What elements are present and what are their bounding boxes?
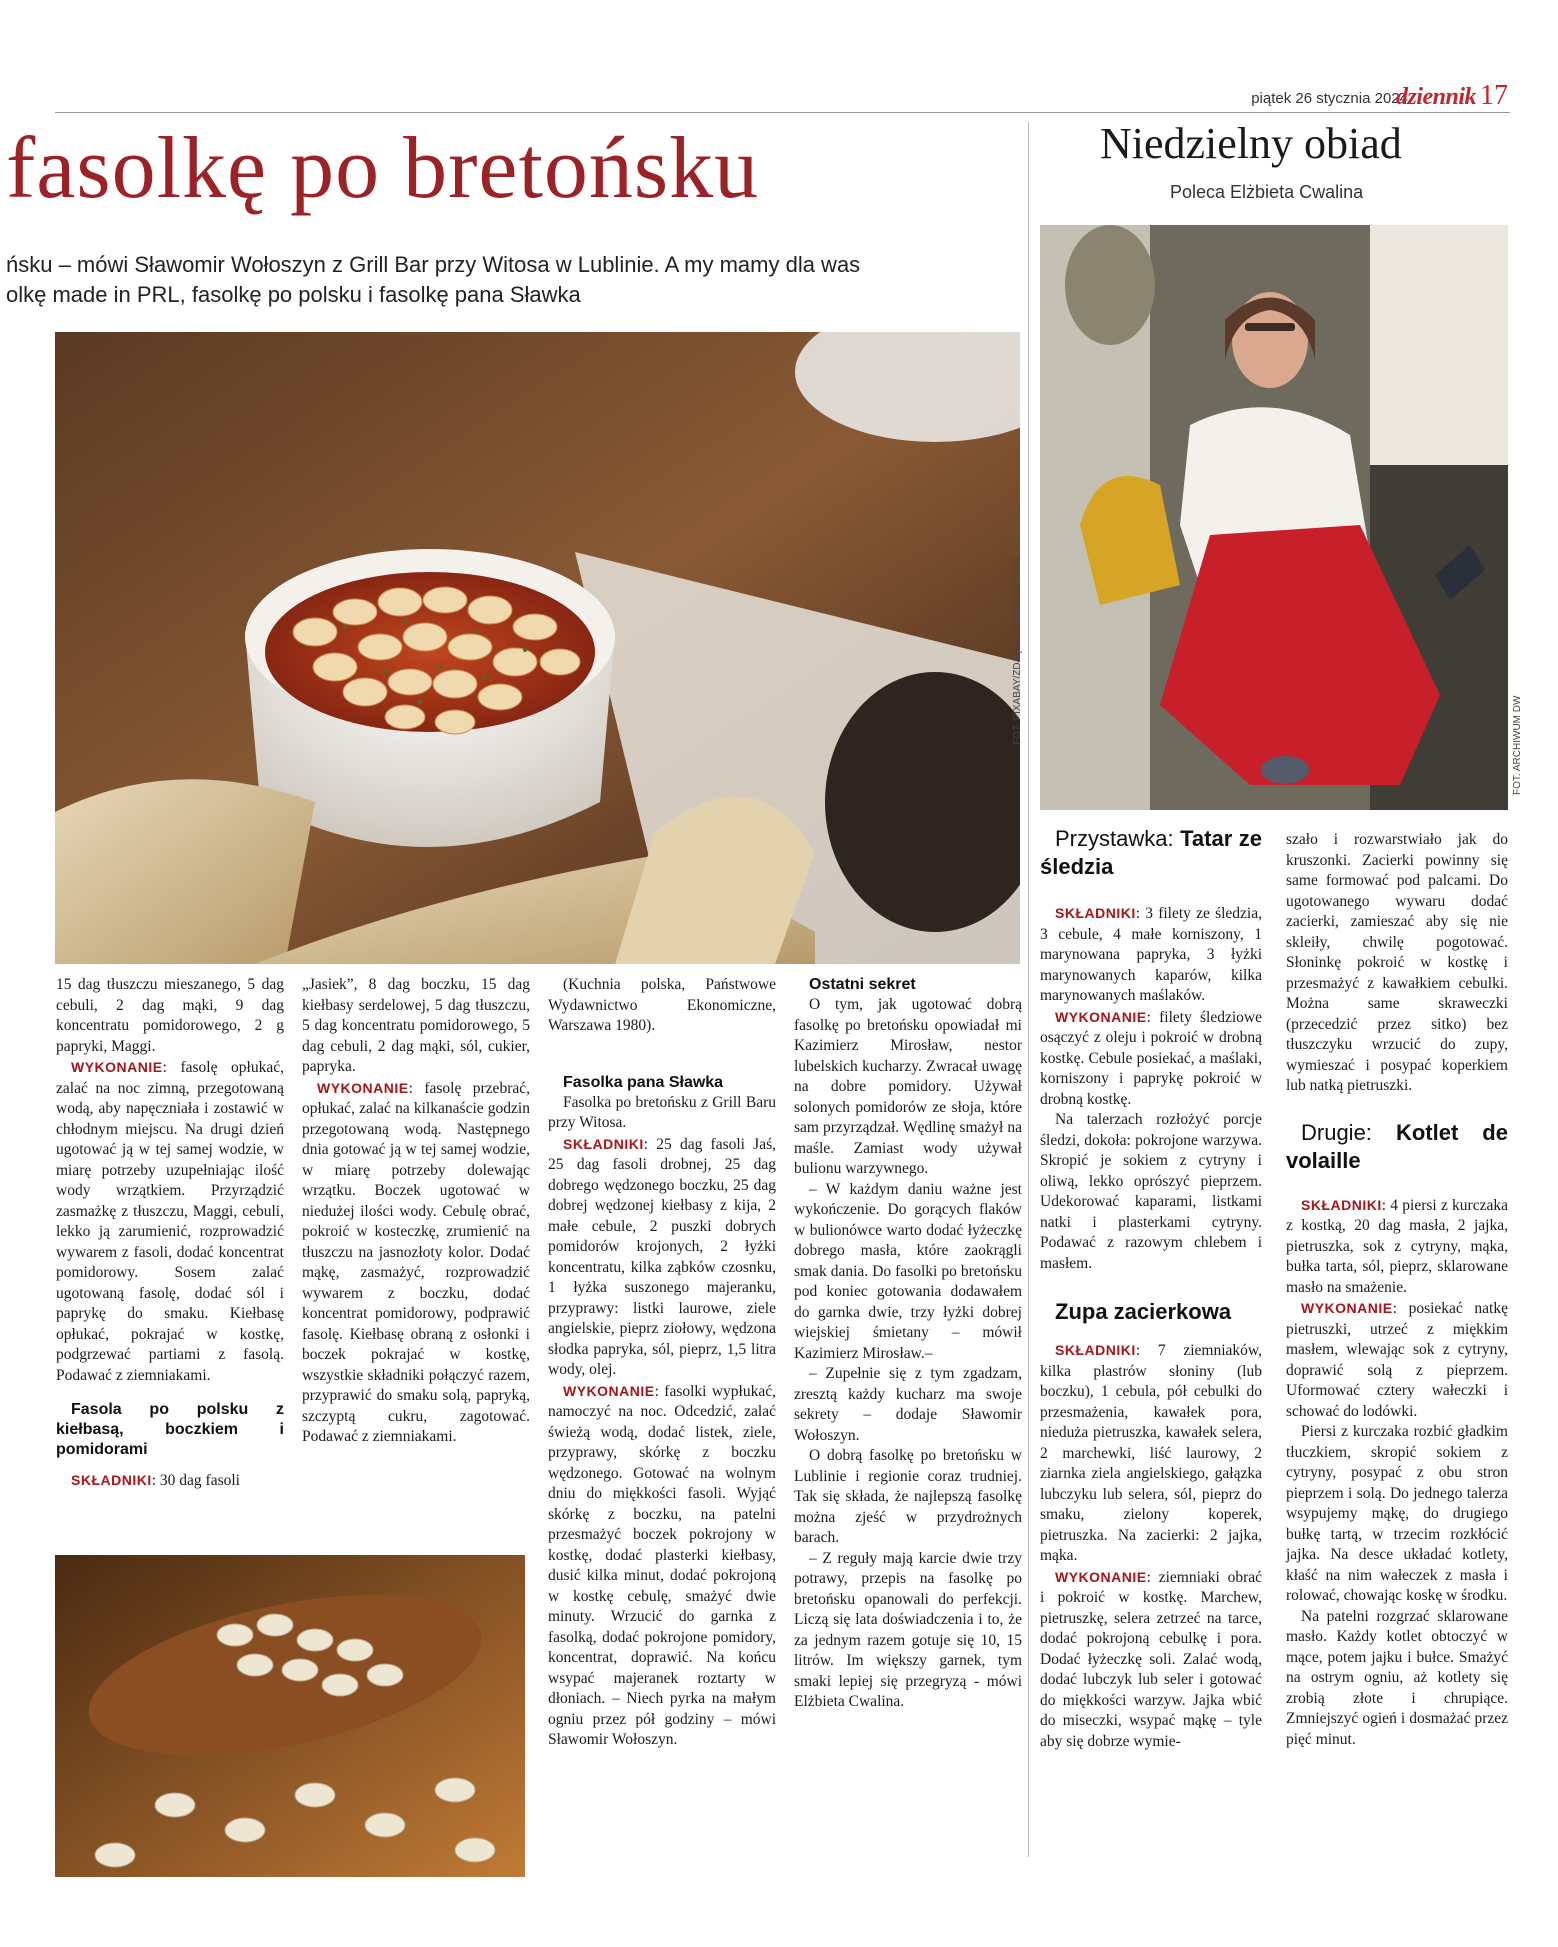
article-column-3	[548, 975, 776, 1751]
method-label: WYKONANIE	[563, 1382, 655, 1399]
method-label: WYKONANIE	[1055, 1568, 1147, 1585]
ingredients-paragraph	[1040, 1340, 1262, 1567]
white-beans-photo	[55, 1555, 525, 1877]
body-paragraph: O tym, jak ugotować dobrą fasolkę po bretońsku opowiadał mi Kazimierz Mirosław, nestor lubelskich kucharzy. Zwracał uwagę na dobre pomidory. Używał solonych pomidorów ze słoja, które sam przyrządzał. Wędlinę smażył na maśle. Zamiast wody używał bulionu warzywnego.	[794, 996, 1022, 1177]
method-paragraph	[1040, 1007, 1262, 1111]
starter-title	[1040, 825, 1262, 881]
method-text: : fasolę opłukać, zalać na noc zimną, przegotowaną wodą, aby napęczniała i zostawić w chłodnym miejscu. Na drugi dzień ugotować ją w tej samej wodzie, w miarę potrzeby uzupełniając ilość wody wrzątkiem. Przyrządzić zasmażkę z tłuszczu, Maggi, cebuli, lekko ją zarumienić, rozprowadzić wywarem z fasoli, dodać koncentrat pomidorowy. Sosem zalać ugotowaną fasolę, dodać sól i paprykę do smaku. Kiełbasę opłukać, pokrajać w kostkę, podgrzewać partiami z fasolą. Podawać z ziemniakami.	[56, 1059, 284, 1384]
method-paragraph: Na patelni rozgrzać sklarowane masło. Każdy kotlet obtoczyć w mące, potem jajku i bułce. Smażyć na ostrym ogniu, aż kotlety się zrobią złote i chrupiące. Zmniejszyć ogień i dosmażać przez pięć minut.	[1286, 1607, 1508, 1748]
method-text: : ziemniaki obrać i pokroić w kostkę. Marchew, pietruszkę, selera zetrzeć na tarce, dodać pokrojoną cebulkę i pora. Dodać łyżeczkę soli. Zalać wodą, dodać lubczyk lub seler i gotować do miękkości warzyw. Jajka wbić do miseczki, wsypać mąkę – tyle aby się dobrze wymie-	[1040, 1568, 1262, 1750]
course-label: Drugie:	[1301, 1119, 1396, 1145]
ingredients-label: SKŁADNIKI	[71, 1472, 152, 1488]
sidebar-column-2	[1286, 830, 1508, 1750]
issue-date: piątek 26 stycznia 2024	[1251, 90, 1408, 107]
source-citation: (Kuchnia polska, Państwowe Wydawnictwo Ekonomiczne, Warszawa 1980).	[548, 976, 776, 1034]
chef-portrait-illustration	[1040, 225, 1508, 810]
ingredients-text: : 7 ziemniaków, kilka plastrów słoniny (lub boczku), 1 cebula, pół cebulki do przesmażenia, kawałek pora, nieduża pietruszka, kawałek selera, 2 marchewki, liść laurowy, 2 ziarnka ziela angielskiego, gałązka lubczyku lub selera, sól, pieprz do smaku, zielony koperek, pietruszka. Na zacierki: 2 jajka, mąka.	[1040, 1342, 1262, 1564]
column-separator	[1028, 122, 1029, 1857]
article-column-1	[56, 975, 284, 1492]
ingredients-paragraph	[56, 1470, 284, 1492]
method-label: WYKONANIE	[1055, 1008, 1147, 1025]
sidebar-column-1	[1040, 825, 1262, 1752]
ingredients-label: SKŁADNIKI	[1301, 1196, 1382, 1213]
method-paragraph	[1040, 1567, 1262, 1753]
section-subheading: Ostatni sekret	[809, 976, 916, 993]
article-headline: fasolkę po bretońsku	[6, 120, 760, 217]
article-column-4	[794, 975, 1022, 1713]
recipe-intro: Fasolka po bretońsku z Grill Baru przy Witosa.	[548, 1093, 776, 1131]
recipe-subheading: Fasola po polsku z kiełbasą, boczkiem i pomidorami	[56, 1401, 284, 1458]
body-paragraph: – Z reguły mają karcie dwie trzy potrawy, przepis na fasolkę po bretońsku opanowali do perfekcji. Liczą się lata doświadczenia i to, że za jednym razem gotuje się 10, 15 litrów. Im większy garnek, tym smaki lepiej się przegryzą - mówi Elżbieta Cwalina.	[794, 1549, 1022, 1710]
serving-paragraph: Na talerzach rozłożyć porcje śledzi, dokoła: pokrojone warzywa. Skropić je sokiem z cytryny i oliwą, lekko oprószyć pieprzem. Udekorować kaparami, listkami natki i plasterkami cytryny. Podawać z razowym chlebem i masłem.	[1040, 1111, 1262, 1272]
method-paragraph: Piersi z kurczaka rozbić gładkim tłuczkiem, skropić sokiem z cytryny, posypać z obu stron pieprzem i solą. Do jednego talerza wsypujemy mąkę, do drugiego bułkę tartą, w trzecim rozkłócić jajka. Na desce układać kotlety, kłaść na nim wałeczek z masła i rolować, chowając koskę w środku.	[1286, 1423, 1508, 1604]
method-text: : fasolki wypłukać, namoczyć na noc. Odcedzić, zalać świeżą wodą, dodać listek, ziele, przyprawy, skórkę z boczku wędzonego. Gotować na wolnym dniu do miękkości fasoli. Wyjąć skórkę z boczku, na patelni przesmażyć boczek pokrojony w kostkę, dodać plasterki kiełbasy, dusić kilka minut, dodać pokrojoną w kostkę cebulę, smażyć dwie minuty. Wrzucić do garnka z fasolką, dodać pokrojone pomidory, koncentrat, doprawić. Na końcu wsypać majeranek roztarty w dłoniach. – Niech pyrka na małym ogniu przez pół godziny – mówi Sławomir Wołoszyn.	[548, 1382, 776, 1748]
ingredients-text: : 25 dag fasoli Jaś, 25 dag fasoli drobnej, 25 dag dobrego wędzonego boczku, 25 dag dobrej wędzonej kiełbasy z kija, 2 małe cebule, 2 puszki dobrych pomidorów krojonych, 2 łyżki koncentratu, kilka ząbków czosnku, 1 łyżka suszonego majeranku, przyprawy: listki laurowe, ziele angielskie, pieprz ziołowy, wędzona słodka papryka, sól, pieprz, 1,5 litra wody, olej.	[548, 1135, 776, 1378]
chef-portrait-photo	[1040, 225, 1508, 810]
main-course-title	[1286, 1119, 1508, 1175]
chef-photo-credit: FOT. ARCHIWUM DW	[1512, 695, 1523, 795]
baked-beans-illustration	[55, 332, 1020, 964]
header-rule	[55, 112, 1510, 113]
ingredients-text: : 4 piersi z kurczaka z kostką, 20 dag masła, 2 jajka, pietruszka, sok z cytryny, mąka, bułka tarta, sól, pieprz, sklarowane masło na smażenie.	[1286, 1196, 1508, 1296]
ingredients-paragraph	[548, 1134, 776, 1381]
method-continued: szało i rozwarstwiało jak do kruszonki. Zacierki powinny się same formować pod palcami. Do ugotowanego wywaru dodać zacierki, zamieszać aby się nie skleiły, chwilę pogotować. Słoninkę pokroić w kostkę i przesmażyć z kawałkiem cebulki. Można same skraweczki (przecedzić przez sitko) bez tłuszczyku wrzucić do zupy, wymieszać i posypać koperkiem lub natką pietruszki.	[1286, 831, 1508, 1094]
body-paragraph: O dobrą fasolkę po bretońsku w Lublinie i regionie coraz trudniej. Tak się składa, że najlepszą fasolkę można zjeść w przydrożnych barach.	[794, 1447, 1022, 1546]
article-column-2	[302, 975, 530, 1448]
article-lead	[6, 250, 1006, 310]
ingredients-paragraph	[1286, 1195, 1508, 1299]
course-label: Przystawka:	[1055, 826, 1181, 851]
dish-name: Tatar ze śledzia	[1040, 826, 1262, 879]
ingredients-label: SKŁADNIKI	[1055, 1342, 1136, 1358]
method-text: : posiekać natkę pietruszki, utrzeć z miękkim masłem, wlewając sok z cytryny, doprawić solą z pieprzem. Uformować cztery wałeczki i schować do lodówki.	[1286, 1300, 1508, 1420]
ingredients-label: SKŁADNIKI	[563, 1135, 644, 1152]
dish-name: Kotlet de volaille	[1286, 1119, 1508, 1173]
method-paragraph	[548, 1381, 776, 1751]
method-paragraph	[1286, 1298, 1508, 1422]
method-text: : fasolę przebrać, opłukać, zalać na kilkanaście godzin przegotowaną wodą. Następnego dnia gotować ją w tej samej wodzie, w miarę potrzeby dolewając wrzątku. Boczek ugotować w niedużej ilości wody. Cebulę obrać, pokroić w kosteczkę, zrumienić na tłuszczu na jasnozłoty kolor. Dodać mąkę, zasmażyć, rozprowadzić wywarem z boczku, dodać koncentrat pomidorowy, podprawić fasolę. Kiełbasę obraną z osłonki i boczek pokrajać w kostkę, wszystkie składniki połączyć razem, przyprawić do smaku solą, papryką, szczyptą cukru, zagotować. Podawać z ziemniakami.	[302, 1079, 530, 1445]
ingredients-paragraph	[1040, 903, 1262, 1007]
method-paragraph	[302, 1078, 530, 1448]
lead-line-2: olkę made in PRL, fasolkę po polsku i fasolkę pana Sławka	[6, 282, 581, 307]
lead-line-1: ńsku – mówi Sławomir Wołoszyn z Grill Bar przy Witosa w Lublinie. A my mamy dla was	[6, 252, 861, 277]
ingredients-continued: „Jasiek”, 8 dag boczku, 15 dag kiełbasy serdelowej, 5 dag tłuszczu, 5 dag koncentratu pomidorowego, 5 dag cebuli, 2 dag mąki, sól, cukier, papryka.	[302, 976, 530, 1075]
method-text: : filety śledziowe osączyć z oleju i pokroić w drobną kostkę. Cebule posiekać, a maślaki, korniszony i paprykę pokroić w drobną kostkę.	[1040, 1008, 1262, 1108]
method-label: WYKONANIE	[71, 1059, 163, 1075]
body-paragraph: – W każdym daniu ważne jest wykończenie. Do gorących flaków w bulionówce warto dodać łyżeczkę dobrego masła, które zaokrągli smak dania. Do fasolki po bretońsku pod koniec gotowania dodawałem do garnka dwie, trzy łyżki dobrej wiejskiej śmietany – mówił Kazimierz Mirosław.–	[794, 1180, 1022, 1362]
method-paragraph	[56, 1057, 284, 1386]
recipe-subheading: Fasolka pana Sławka	[563, 1073, 724, 1091]
soup-title	[1040, 1298, 1262, 1326]
body-paragraph: – Zupełnie się z tym zgadzam, zresztą każdy kucharz ma swoje sekrety – dodaje Sławomir Wołoszyn.	[794, 1365, 1022, 1444]
baked-beans-photo	[55, 332, 1020, 964]
ingredients-text: : 30 dag fasoli	[151, 1472, 240, 1489]
beans-photo-credit: FOT. PIXABAY/ZDJĘCIE ILUSTRACYJNE	[1012, 556, 1023, 745]
ingredients-text: : 3 filety ze śledzia, 3 cebule, 4 małe korniszony, 1 marynowana papryka, 3 łyżki marynowanych kaparów, kilka marynowanych maślaków.	[1040, 905, 1262, 1004]
method-label: WYKONANIE	[317, 1079, 409, 1096]
white-beans-illustration	[55, 1555, 525, 1877]
section-byline: Poleca Elżbieta Cwalina	[1170, 182, 1364, 202]
section-title: Niedzielny obiad	[1100, 119, 1402, 168]
ingredients-continued: 15 dag tłuszczu mieszanego, 5 dag cebuli, 2 dag mąki, 9 dag koncentratu pomidorowego, 2 g papryki, Maggi.	[56, 976, 284, 1055]
masthead-logo: dziennik	[1395, 84, 1476, 110]
page-number: 17	[1480, 80, 1508, 111]
ingredients-label: SKŁADNIKI	[1055, 905, 1136, 921]
dish-name: Zupa zacierkowa	[1055, 1299, 1232, 1324]
method-label: WYKONANIE	[1301, 1300, 1393, 1316]
